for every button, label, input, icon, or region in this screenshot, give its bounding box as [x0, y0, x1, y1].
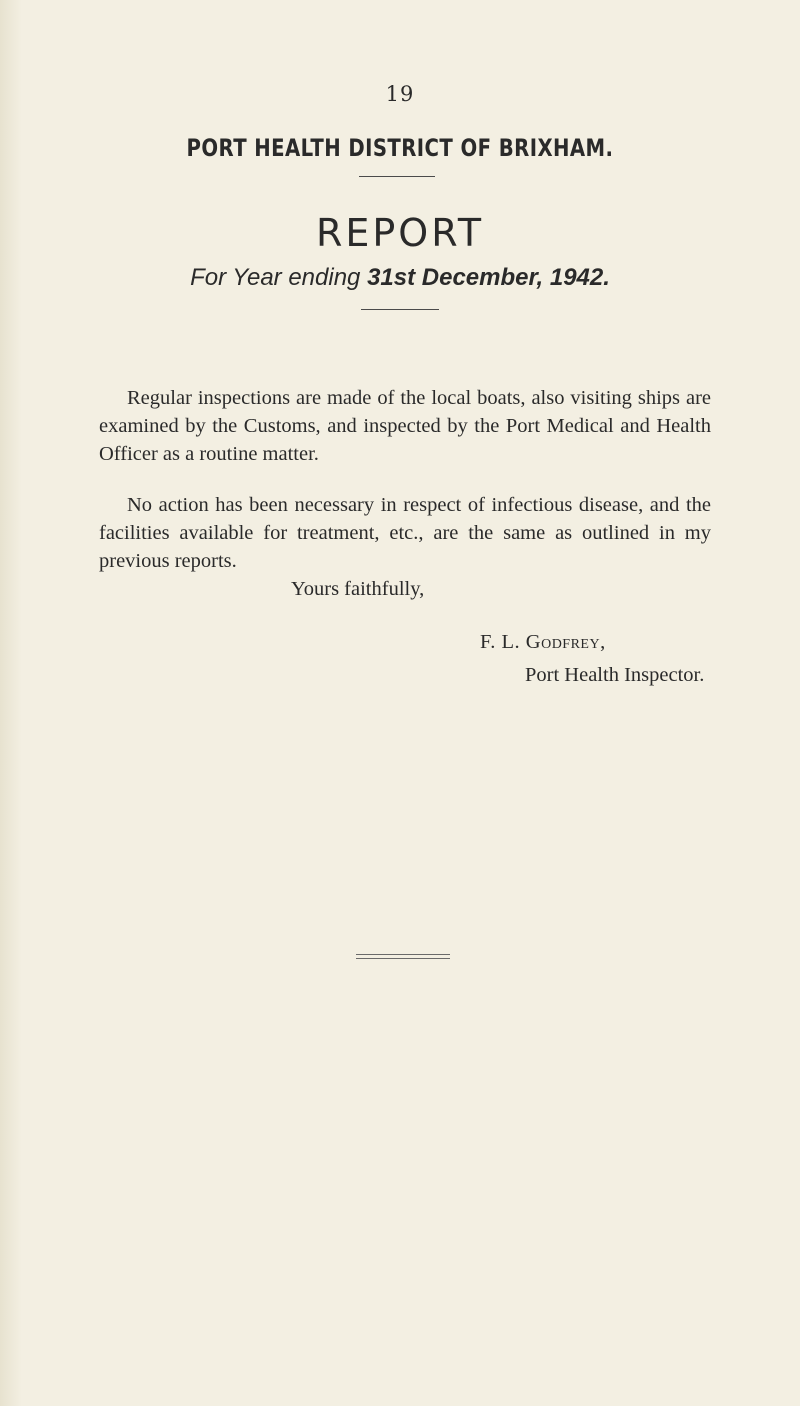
inspections-paragraph: Regular inspections are made of the local boats, also visiting ships are examined by the Customs, and inspected by the Port Medical and Health Officer as a routine matter. — [99, 386, 711, 465]
report-heading: REPORT — [315, 211, 485, 255]
signatory-name — [480, 631, 606, 654]
district-title: PORT HEALTH DISTRICT OF BRIXHAM. — [186, 134, 614, 162]
heading-divider — [361, 309, 439, 310]
valediction: Yours faithfully, — [291, 578, 425, 600]
signatory-title: Port Health Inspector. — [525, 664, 705, 686]
end-divider — [356, 954, 450, 959]
year-line-date: 31st December, 1942. — [367, 264, 610, 291]
page-number: 19 — [385, 82, 415, 106]
report-year-line — [0, 264, 800, 292]
title-divider — [359, 176, 435, 177]
infectious-disease-paragraph: No action has been necessary in respect of infectious disease, and the facilities available for treatment, etc., are the same as outlined in my previous reports. — [99, 493, 711, 572]
year-line-lead: For Year ending — [190, 264, 361, 291]
signatory-name-text: F. L. Godfrey, — [480, 631, 606, 653]
